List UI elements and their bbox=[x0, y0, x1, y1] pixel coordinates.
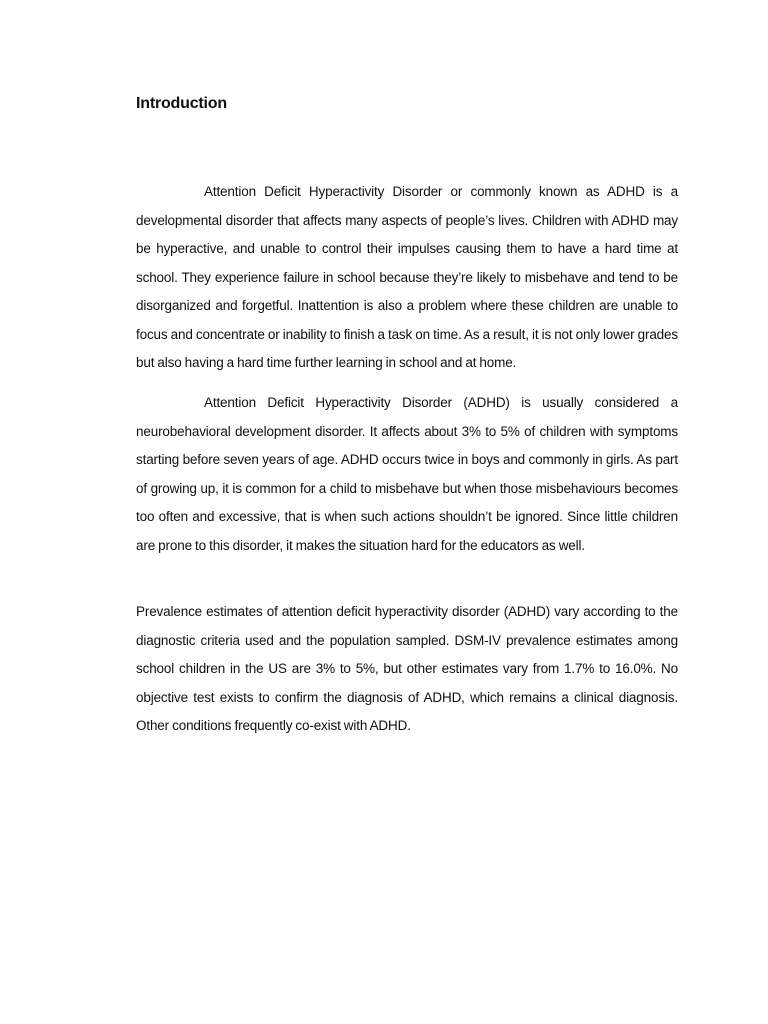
paragraph-1: Attention Deficit Hyperactivity Disorder or commonly known as ADHD is a developmental disorder that affects many aspects of people’s lives. Children with ADHD may be hyperactive, and unable to control their impulses causing them to have a hard time at school. They experience failure in school because they’re likely to misbehave and tend to be disorganized and forgetful. Inattention is also a problem where these children are unable to focus and concentrate or inability to finish a task on time. As a result, it is not only lower grades but also having a hard time further learning in school and at home. bbox=[136, 184, 678, 370]
section-heading: Introduction bbox=[136, 95, 227, 112]
paragraph-3: Prevalence estimates of attention deficit hyperactivity disorder (ADHD) vary according to the diagnostic criteria used and the population sampled. DSM-IV prevalence estimates among school children in the US are 3% to 5%, but other estimates vary from 1.7% to 16.0%. No objective test exists to confirm the diagnosis of ADHD, which remains a clinical diagnosis. Other conditions frequently co-exist with ADHD. bbox=[136, 604, 678, 733]
paragraph-2: Attention Deficit Hyperactivity Disorder (ADHD) is usually considered a neurobehavioral development disorder. It affects about 3% to 5% of children with symptoms starting before seven years of age. ADHD occurs twice in boys and commonly in girls. As part of growing up, it is common for a child to misbehave but when those misbehaviours becomes too often and excessive, that is when such actions shouldn’t be ignored. Since little children are prone to this disorder, it makes the situation hard for the educators as well. bbox=[136, 395, 678, 553]
